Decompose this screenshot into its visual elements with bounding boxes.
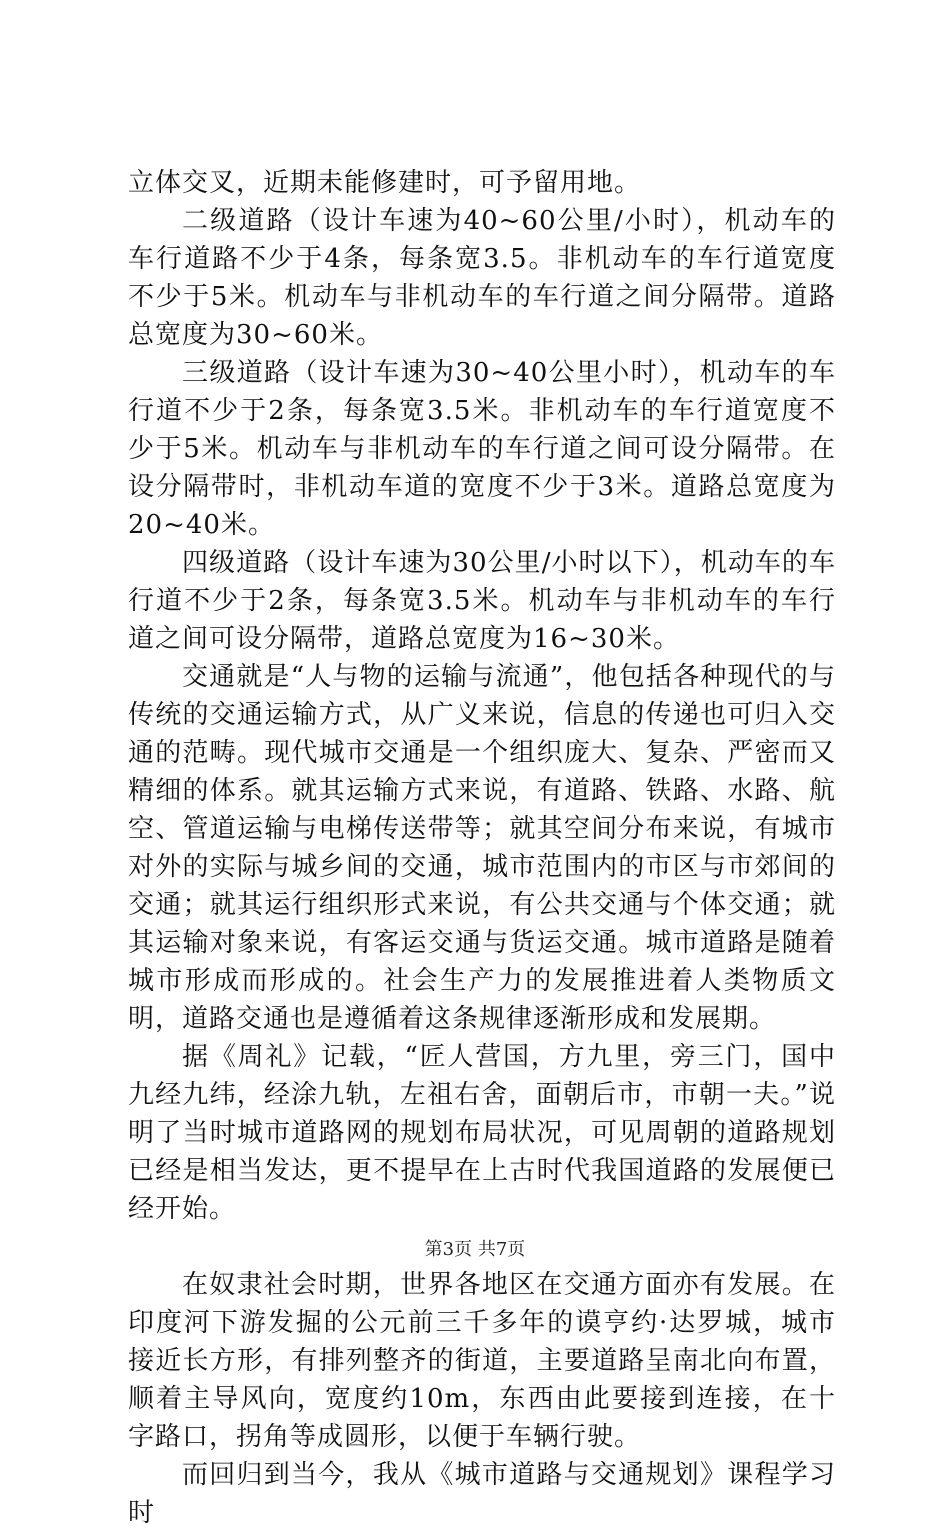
paragraph-traffic-definition: 交通就是“人与物的运输与流通”，他包括各种现代的与传统的交通运输方式，从广义来说，信息的传递也可归入交通的范畴。现代城市交通是一个组织庞大、复杂、严密而又精细的体系。就其运输方式来说，有道路、铁路、水路、航空、管道运输与电梯传送带等；就其空间分布来说，有城市对外的实际与城乡间的交通，城市范围内的市区与市郊间的交通；就其运行组织形式来说，有公共交通与个体交通；就其运输对象来说，有客运交通与货运交通。城市道路是随着城市形成而形成的。社会生产力的发展推进着人类物质文明，道路交通也是遵循着这条规律逐渐形成和发展期。 bbox=[128, 662, 836, 1034]
paragraph-road-class-3: 三级道路（设计车速为30~40公里小时），机动车的车行道不少于2条，每条宽3.5米。非机动车的车行道宽度不少于5米。机动车与非机动车的车行道之间可设分隔带。在设分隔带时，非机动车道的宽度不少于3米。道路总宽度为20~40米。 bbox=[128, 358, 836, 540]
body-text bbox=[128, 164, 836, 1532]
paragraph-zhouli: 据《周礼》记载，“匠人营国，方九里，旁三门，国中九经九纬，经涂九轨，左祖右舍，面朝后市，市朝一夫。”说明了当时城市道路网的规划布局状况，可见周朝的道路规划已经是相当发达，更不提早在上古时代我国道路的发展便已经开始。 bbox=[128, 1042, 836, 1224]
paragraph-present-day: 而回归到当今，我从《城市道路与交通规划》课程学习时 bbox=[128, 1460, 836, 1528]
paragraph-road-class-2: 二级道路（设计车速为40~60公里/小时），机动车的车行道路不少于4条，每条宽3.5。非机动车的车行道宽度不少于5米。机动车与非机动车的车行道之间分隔带。道路总宽度为30~60米。 bbox=[128, 206, 836, 350]
paragraph-continuation: 立体交叉，近期未能修建时，可予留用地。 bbox=[128, 168, 642, 198]
paragraph-road-class-4: 四级道路（设计车速为30公里/小时以下），机动车的车行道不少于2条，每条宽3.5米。机动车与非机动车的车行道之间可设分隔带，道路总宽度为16~30米。 bbox=[128, 548, 836, 654]
paragraph-slave-society: 在奴隶社会时期，世界各地区在交通方面亦有发展。在印度河下游发掘的公元前三千多年的谟亨约·达罗城，城市接近长方形，有排列整齐的街道，主要道路呈南北向布置，顺着主导风向，宽度约10m，东西由此要接到连接，在十字路口，拐角等成圆形，以便于车辆行驶。 bbox=[128, 1270, 836, 1452]
page-footer: 第3页 共7页 bbox=[424, 1239, 526, 1260]
